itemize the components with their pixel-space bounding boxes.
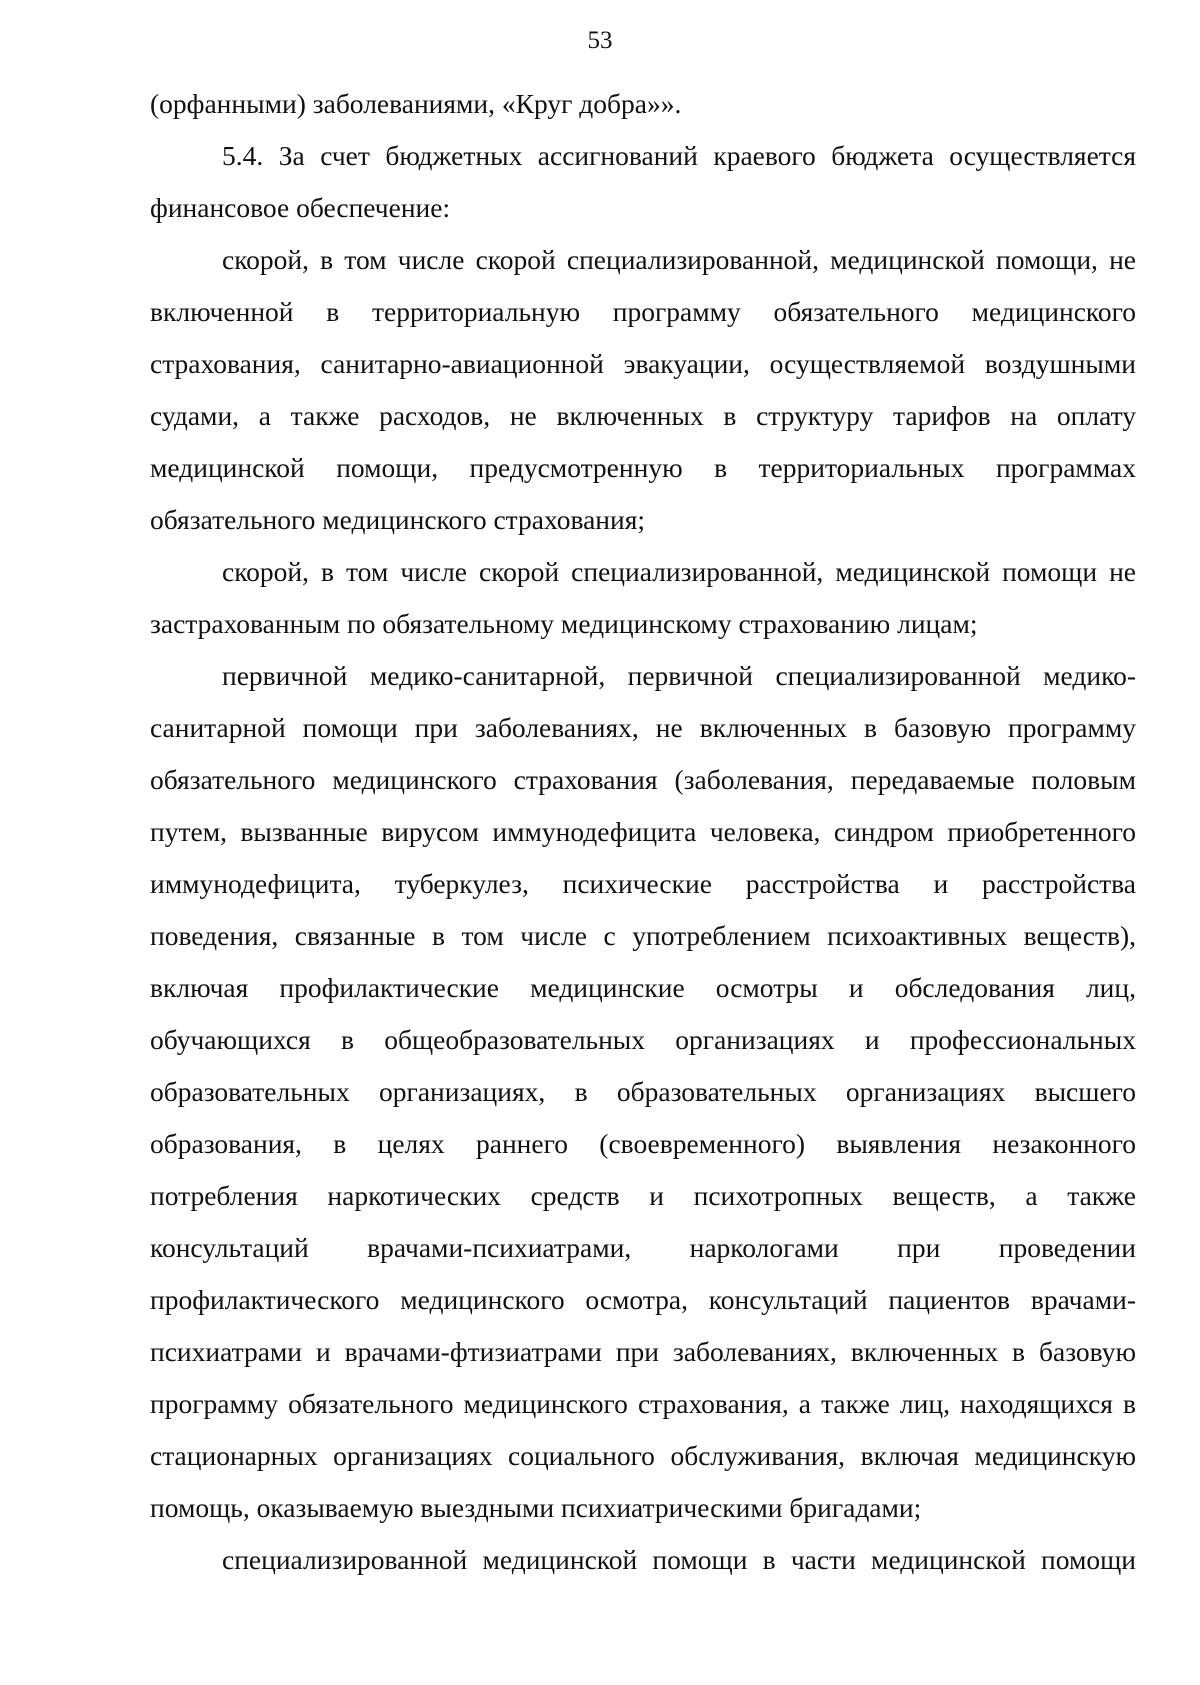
paragraph-emergency-care-not-in-program: скорой, в том числе скорой специализированной, медицинской помощи, не включенной в территориальную программу обязательного медицинского страхования, санитарно-авиационной эвакуации, осуществляемой воздушными судами, а также расходов, не включенных в структуру тарифов на оплату медицинской помощи, предусмотренную в территориальных программах обязательного медицинского страхования; bbox=[150, 244, 1136, 535]
paragraph-specialized-care: специализированной медицинской помощи в части медицинской помощи bbox=[222, 1544, 1136, 1575]
paragraph-section-5-4: 5.4. За счет бюджетных ассигнований краевого бюджета осуществляется финансовое обеспечение: bbox=[150, 140, 1136, 223]
page-number: 53 bbox=[587, 27, 613, 54]
paragraph-continuation: (орфанными) заболеваниями, «Круг добра»». bbox=[150, 88, 682, 119]
paragraph-primary-care: первичной медико-санитарной, первичной специализированной медико-санитарной помощи при заболеваниях, не включенных в базовую программу обязательного медицинского страхования (заболевания, передаваемые половым путем, вызванные вирусом иммунодефицита человека, синдром приобретенного иммунодефицита, туберкулез, психические расстройства и расстройства поведения, связанные в том числе с употреблением психоактивных веществ), включая профилактические медицинские осмотры и обследования лиц, обучающихся в общеобразовательных организациях и профессиональных образовательных организациях, в образовательных организациях высшего образования, в целях раннего (своевременного) выявления незаконного потребления наркотических средств и психотропных веществ, а также консультаций врачами-психиатрами, наркологами при проведении профилактического медицинского осмотра, консультаций пациентов врачами-психиатрами и врачами-фтизиатрами при заболеваниях, включенных в базовую программу обязательного медицинского страхования, а также лиц, находящихся в стационарных организациях социального обслуживания, включая медицинскую помощь, оказываемую выездными психиатрическими бригадами; bbox=[150, 660, 1136, 1523]
document-body bbox=[150, 78, 1136, 1586]
paragraph-emergency-care-uninsured: скорой, в том числе скорой специализированной, медицинской помощи не застрахованным по обязательному медицинскому страхованию лицам; bbox=[150, 556, 1136, 639]
